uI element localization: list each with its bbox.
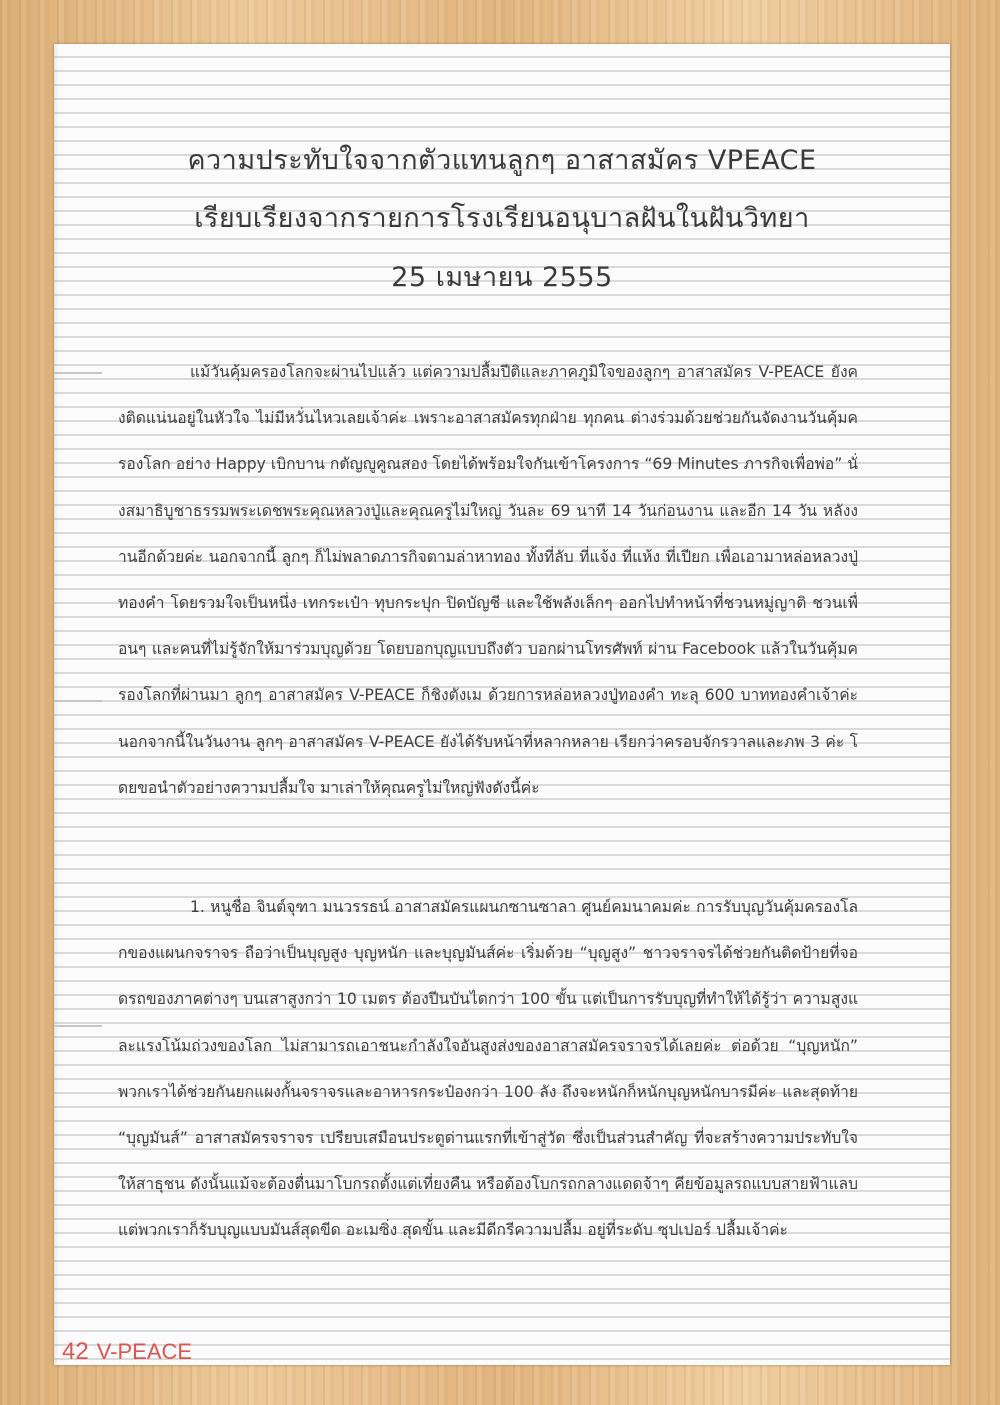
title-line-1: ความประทับใจจากตัวแทนลูกๆ อาสาสมัคร VPEACE <box>187 145 817 176</box>
story-paragraph-1: 1. หนูชื่อ จินต์จุฑา มนวรรธน์ อาสาสมัครแผนกซานซาลา ศูนย์คมนาคมค่ะ การรับบุญวันคุ้มครองโลกของแผนกจราจร ถือว่าเป็นบุญสูง บุญหนัก และบุญมันส์ค่ะ เริ่มด้วย “บุญสูง” ชาวจราจรได้ช่วยกันติดป้ายที่จอดรถของภาคต่างๆ บนเสาสูงกว่า 10 เมตร ต้องปีนบันไดกว่า 100 ขั้น แต่เป็นการรับบุญที่ทำให้ได้รู้ว่า ความสูงและแรงโน้มถ่วงของโลก ไม่สามารถเอาชนะกำลังใจอันสูงส่งของอาสาสมัครจราจรได้เลยค่ะ ต่อด้วย “บุญหนัก” พวกเราได้ช่วยกันยกแผงกั้นจราจรและอาหารกระป๋องกว่า 100 ลัง ถึงจะหนักก็หนักบุญหนักบารมีค่ะ และสุดท้าย “บุญมันส์” อาสาสมัครจราจร เปรียบเสมือนประตูด่านแรกที่เข้าสู่วัด ซึ่งเป็นส่วนสำคัญ ที่จะสร้างความประทับใจให้สาธุชน ดังนั้นแม้จะต้องตื่นมาโบกรถตั้งแต่เที่ยงคืน หรือต้องโบกรถกลางแดดจ้าๆ คียข้อมูลรถแบบสายฟ้าแลบ แต่พวกเราก็รับบุญแบบมันส์สุดขีด อะเมซิ่ง สุดขั้น และมีดีกรีความปลื้ม อยู่ที่ระดับ ซุปเปอร์ ปลื้มเจ้าค่ะ <box>118 898 858 1240</box>
magazine-name: V-PEACE <box>96 1339 193 1364</box>
margin-tick <box>54 700 102 702</box>
notebook-page <box>54 44 950 1365</box>
title-date: 25 เมษายน 2555 <box>391 262 613 293</box>
margin-tick <box>54 1025 102 1027</box>
page-number: 42 <box>62 1338 89 1365</box>
margin-tick <box>54 372 102 374</box>
page-footer <box>62 1338 192 1366</box>
title-line-2: เรียบเรียงจากรายการโรงเรียนอนุบาลฝันในฝันวิทยา <box>194 203 810 234</box>
intro-paragraph: แม้วันคุ้มครองโลกจะผ่านไปแล้ว แต่ความปลื้มปีติและภาคภูมิใจของลูกๆ อาสาสมัคร V-PEACE ยังคงติดแน่นอยู่ในหัวใจ ไม่มีหวั่นไหวเลยเจ้าค่ะ เพราะอาสาสมัครทุกฝ่าย ทุกคน ต่างร่วมด้วยช่วยกันจัดงานวันคุ้มครองโลก อย่าง Happy เบิกบาน กตัญญูคูณสอง โดยได้พร้อมใจกันเข้าโครงการ “69 Minutes ภารกิจเพื่อพ่อ” นั่งสมาธิบูชาธรรมพระเดชพระคุณหลวงปู่และคุณครูไม่ใหญ่ วันละ 69 นาที 14 วันก่อนงาน และอีก 14 วัน หลังงานอีกด้วยค่ะ นอกจากนี้ ลูกๆ ก็ไม่พลาดภารกิจตามล่าหาทอง ทั้งที่ลับ ที่แจ้ง ที่แห้ง ที่เปียก เพื่อเอามาหล่อหลวงปู่ทองคำ โดยรวมใจเป็นหนึ่ง เทกระเป๋า ทุบกระปุก ปิดบัญชี และใช้พลังเล็กๆ ออกไปทำหน้าที่ชวนหมู่ญาติ ชวนเพื่อนๆ และคนที่ไม่รู้จักให้มาร่วมบุญด้วย โดยบอกบุญแบบถึงตัว บอกผ่านโทรศัพท์ ผ่าน Facebook แล้วในวันคุ้มครองโลกที่ผ่านมา ลูกๆ อาสาสมัคร V-PEACE ก็ชิงตังเม ด้วยการหล่อหลวงปู่ทองคำ ทะลุ 600 บาททองคำเจ้าค่ะ นอกจากนี้ในวันงาน ลูกๆ อาสาสมัคร V-PEACE ยังได้รับหน้าที่หลากหลาย เรียกว่าครอบจักรวาลและภพ 3 ค่ะ โดยขอนำตัวอย่างความปลื้มใจ มาเล่าให้คุณครูไม่ใหญ่ฟังดังนี้ค่ะ <box>118 363 858 797</box>
